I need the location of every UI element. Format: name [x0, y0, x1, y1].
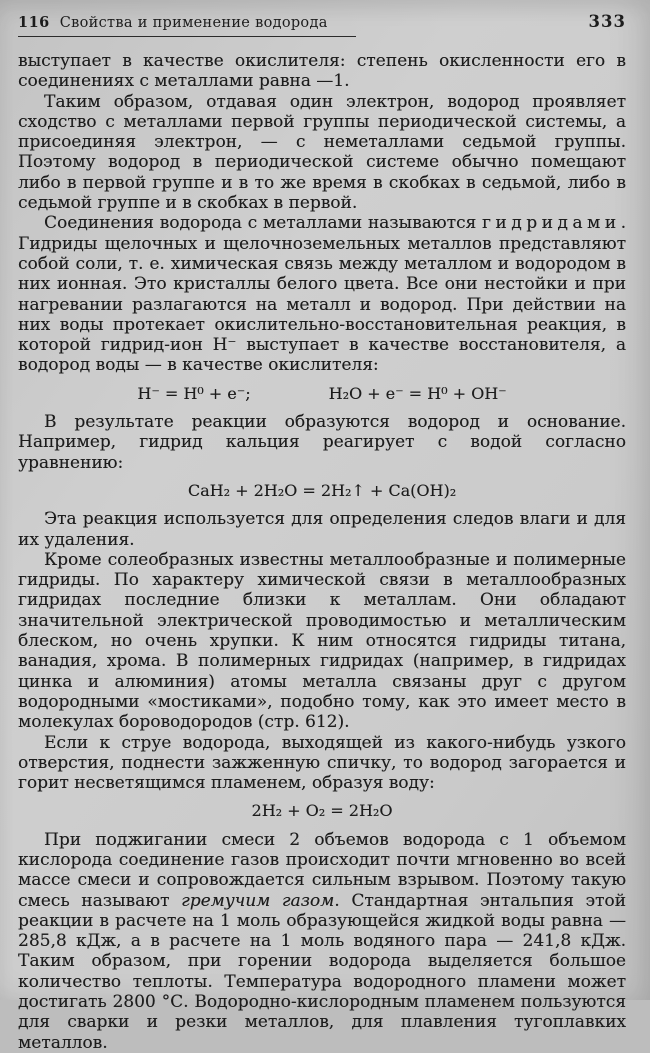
text-segment: Кроме солеобразных известны металлообразные и полимерные гидриды. По характеру химической связи в металлообразных гидридах последние близки к металлам. Они обладают значительной электрической проводимостью и металлическим блеском, но очень хрупки. К ним относятся гидриды титана, ванадия, хрома. В полимерных гидридах (например, в гидридах цинка и алюминия) атомы металла связаны друг с другом водородными «мостиками», подобно тому, как это имеет место в молекулах бороводородов (стр. 612).	[18, 549, 626, 733]
paragraph	[18, 733, 626, 794]
chemical-equation	[18, 481, 626, 501]
paragraph	[18, 92, 626, 214]
text-segment: Эта реакция используется для определения следов влаги и для их удаления.	[18, 509, 626, 550]
text-segment: . Стандартная энтальпия этой реакции в расчете на 1 моль образующейся жидкой воды равна —285,8 кДж, а в расчете на 1 моль водяного пара — 241,8 кДж. Таким образом, при горении водорода выделяется большое количество теплоты. Температура водородного пламени может достигать 2800 °С. Водородно-кислородным пламенем пользуются для сварки и резки металлов, для плавления тугоплавких металлов.	[18, 890, 626, 1053]
page-content	[18, 51, 626, 1053]
equation-part: H₂O + e⁻ = H⁰ + OH⁻	[328, 383, 507, 403]
chapter-page-number: 116	[18, 14, 50, 31]
paragraph	[18, 51, 626, 92]
text-segment: Если к струе водорода, выходящей из какого-нибудь узкого отверстия, поднести зажженную спичку, то водород загорается и горит несветящимся пламенем, образуя воду:	[18, 732, 626, 794]
paragraph	[18, 550, 626, 733]
paragraph	[18, 830, 626, 1053]
text-segment: . Гидриды щелочных и щелочноземельных металлов представляют собой соли, т. е. химическая связь между металлом и водородом в них ионная. Это кристаллы белого цвета. Все они нестойки и при нагревании разлагаются на металл и водород. При действии на них воды протекает окислительно-восстановительная реакция, в которой гидрид-ион H⁻ выступает в качестве восстановителя, а водород воды — в качестве окислителя:	[18, 213, 626, 376]
text-segment: выступает в качестве окислителя: степень окисленности его в соединениях с металлами равна —1.	[18, 51, 626, 92]
chapter-title: Свойства и применение водорода	[59, 15, 328, 31]
paragraph	[18, 412, 626, 473]
text-segment: В результате реакции образуются водород и основание. Например, гидрид кальция реагирует с водой согласно уравнению:	[18, 412, 626, 473]
italic-term: гремучим газом	[181, 890, 335, 911]
text-segment: Таким образом, отдавая один электрон, водород проявляет сходство с металлами первой группы периодической системы, а присоединяя электрон, — с неметаллами седьмой группы. Поэтому водород в периодической системе обычно помещают либо в первой группе и в то же время в скобках в седьмой, либо в седьмой группе и в скобках в первой.	[18, 91, 626, 214]
running-head	[18, 14, 356, 37]
text-segment: При поджигании смеси 2 объемов водорода с 1 объемом кислорода соединение газов происходит почти мгновенно во всей массе смеси и сопровождается сильным взрывом. Поэтому такую смесь называют	[18, 829, 626, 911]
chemical-equation	[18, 384, 626, 404]
paragraph	[18, 213, 626, 375]
chemical-equation	[18, 801, 626, 821]
page-header	[18, 12, 626, 37]
emphasized-term: гидридами	[482, 213, 621, 234]
equation-part: 2H₂ + O₂ = 2H₂O	[251, 801, 393, 821]
text-segment: Соединения водорода с металлами называются	[44, 213, 483, 234]
paragraph	[18, 509, 626, 550]
equation-part: CaH₂ + 2H₂O = 2H₂↑ + Ca(OH)₂	[187, 480, 457, 500]
page-number: 333	[588, 12, 626, 31]
equation-part: H⁻ = H⁰ + e⁻;	[137, 383, 251, 403]
